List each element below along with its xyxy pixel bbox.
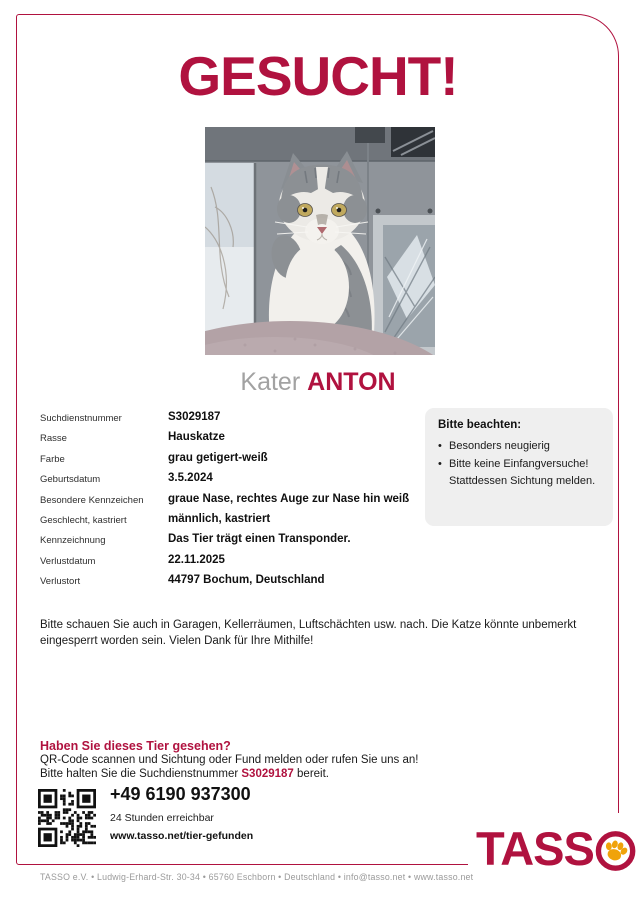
detail-value: 3.5.2024	[168, 472, 213, 485]
notice-item: • Bitte keine Einfangversuche! Stattdessen Sichtung melden.	[438, 456, 600, 491]
notice-box	[425, 408, 613, 526]
detail-label: Verlustdatum	[40, 555, 96, 567]
detail-label: Kennzeichnung	[40, 535, 106, 547]
pet-name-line	[0, 368, 636, 397]
pet-name: ANTON	[307, 368, 396, 396]
qr-code	[38, 789, 96, 847]
poster-title: GESUCHT!	[178, 45, 458, 107]
cat-photo-illustration	[205, 127, 435, 355]
tasso-wordmark: TASS	[476, 821, 594, 875]
tasso-logo	[468, 813, 636, 883]
pet-photo	[205, 127, 435, 355]
contact-number-line	[40, 768, 329, 780]
detail-label: Suchdienstnummer	[40, 413, 122, 424]
detail-label: Rasse	[40, 433, 67, 445]
detail-label: Farbe	[40, 453, 65, 465]
website-url: www.tasso.net/tier-gefunden	[110, 830, 254, 842]
notice-item: • Besonders neugierig	[438, 438, 600, 456]
detail-label: Verlustort	[40, 576, 81, 587]
contact-heading: Haben Sie dieses Tier gesehen?	[40, 739, 231, 753]
contact-instruction: QR-Code scannen und Sichtung oder Fund melden oder rufen Sie uns an!	[40, 754, 419, 766]
detail-value: Hauskatze	[168, 431, 225, 444]
contact-number-prefix: Bitte halten Sie die Suchdienstnummer	[40, 768, 242, 780]
detail-value: grau getigert-weiß	[168, 451, 268, 464]
notice-list	[438, 438, 600, 491]
appeal-text: Bitte schauen Sie auch in Garagen, Kellerräumen, Luftschächten usw. nach. Die Katze könnte unbemerkt eingesperrt worden sein. Vielen Dank für Ihre Mithilfe!	[40, 619, 577, 648]
detail-value: S3029187	[168, 411, 221, 423]
pet-details-table	[40, 411, 418, 588]
search-number: S3029187	[241, 768, 294, 780]
detail-label: Geschlecht, kastriert	[40, 514, 127, 526]
footer-address: TASSO e.V. • Ludwig-Erhard-Str. 30-34 • 65760 Eschborn • Deutschland • info@tasso.net • www.tasso.net	[40, 872, 474, 882]
pet-kind: Kater	[240, 368, 301, 396]
paw-icon	[595, 830, 636, 872]
detail-value: 44797 Bochum, Deutschland	[168, 574, 325, 586]
availability-text: 24 Stunden erreichbar	[110, 812, 214, 824]
contact-number-suffix: bereit.	[293, 768, 329, 780]
notice-title: Bitte beachten:	[438, 419, 522, 431]
detail-label: Geburtsdatum	[40, 474, 101, 486]
detail-value: graue Nase, rechtes Auge zur Nase hin weiß	[168, 492, 410, 505]
detail-value: 22.11.2025	[168, 553, 225, 566]
detail-label: Besondere Kennzeichen	[40, 494, 144, 506]
phone-number: +49 6190 937300	[110, 784, 251, 804]
detail-value: Das Tier trägt einen Transponder.	[168, 533, 351, 546]
detail-value: männlich, kastriert	[168, 512, 271, 525]
